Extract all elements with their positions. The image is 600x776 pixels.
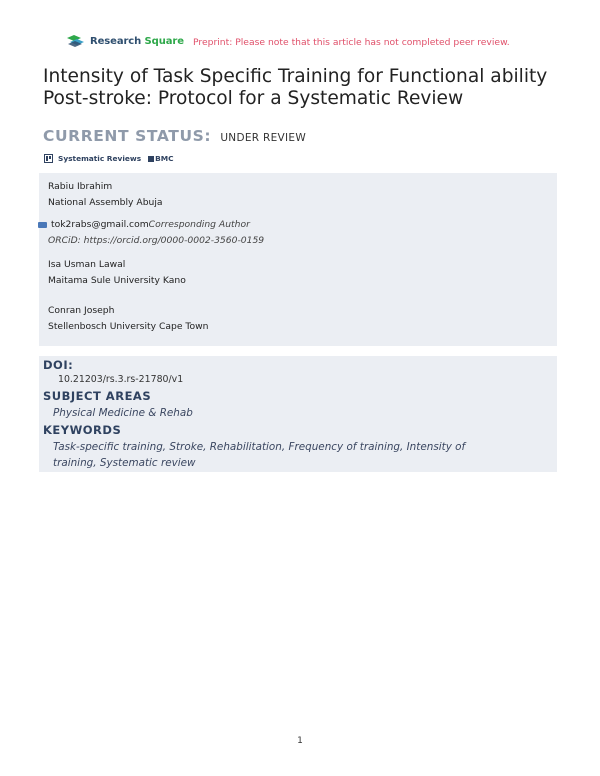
author-block	[48, 257, 186, 288]
email-icon	[38, 222, 47, 228]
author-affiliation: Stellenbosch University Cape Town	[48, 320, 209, 332]
author-affiliation: National Assembly Abuja	[48, 196, 163, 208]
author-name: Rabiu Ibrahim	[48, 181, 113, 192]
keywords-line-2: training, Systematic review	[53, 457, 196, 469]
author-block	[48, 303, 208, 334]
author-affiliation: Maitama Sule University Kano	[48, 274, 186, 286]
keywords-label: KEYWORDS	[43, 423, 122, 437]
page-number: 1	[297, 736, 303, 746]
logo-text	[90, 36, 184, 47]
bmc-icon	[148, 156, 154, 162]
logo-accent: Square	[144, 35, 184, 47]
current-status	[43, 126, 306, 145]
author-name: Isa Usman Lawal	[48, 259, 126, 270]
publisher-name: BMC	[155, 154, 174, 163]
preprint-note: Preprint: Please note that this article has not completed peer review.	[193, 37, 510, 48]
journal-line	[44, 154, 174, 163]
journal-name: Systematic Reviews	[58, 154, 142, 163]
metadata-box	[39, 356, 557, 472]
subject-areas-label: SUBJECT AREAS	[43, 389, 152, 403]
author-orcid[interactable]: ORCiD: https://orcid.org/0000-0002-3560-0159	[48, 234, 265, 246]
doi-label: DOI:	[43, 358, 74, 372]
authors-box	[39, 173, 557, 346]
status-label: CURRENT STATUS:	[43, 127, 212, 145]
status-value: UNDER REVIEW	[220, 132, 307, 144]
page-header	[66, 34, 546, 54]
subject-area-value[interactable]: Physical Medicine & Rehab	[53, 407, 193, 419]
paper-title: Intensity of Task Specific Training for Functional ability Post-stroke: Protocol for a Systematic Review	[43, 66, 548, 109]
author-email[interactable]: tok2rabs@gmail.com	[51, 219, 149, 230]
publisher-logo	[148, 154, 173, 163]
research-square-logo-icon	[66, 34, 86, 48]
keywords-line-1: Task-specific training, Stroke, Rehabilitation, Frequency of training, Intensity of	[53, 441, 466, 453]
systematic-reviews-icon	[44, 154, 53, 163]
author-name: Conran Joseph	[48, 305, 115, 316]
author-block	[48, 179, 264, 248]
corresponding-author-label: Corresponding Author	[148, 219, 250, 230]
research-square-logo[interactable]	[66, 34, 184, 48]
doi-value[interactable]: 10.21203/rs.3.rs-21780/v1	[58, 374, 184, 385]
logo-name: Research	[90, 35, 142, 47]
email-row	[48, 217, 264, 233]
